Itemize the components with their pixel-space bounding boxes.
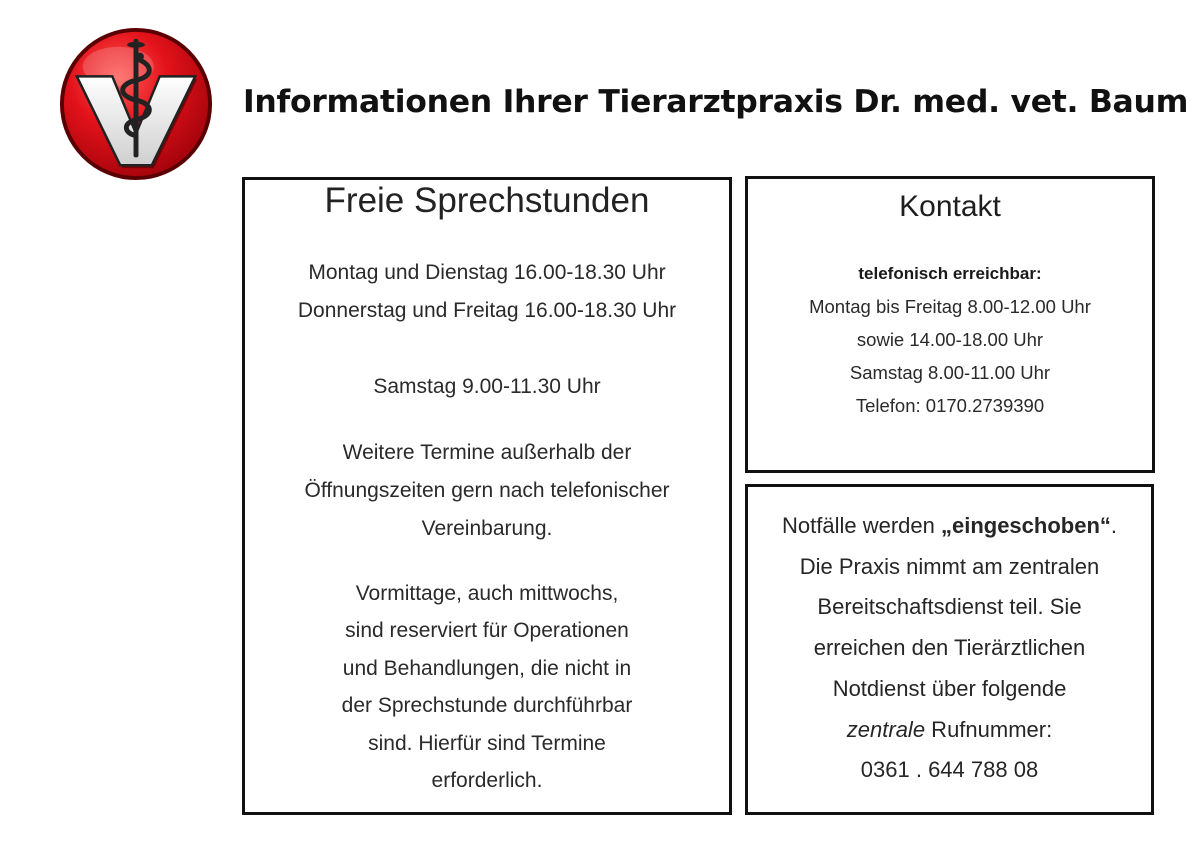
notfall-line xyxy=(748,710,1151,751)
saturday-line: Samstag 9.00-11.30 Uhr xyxy=(373,375,601,398)
text-line: sind. Hierfür sind Termine xyxy=(368,731,606,755)
notfall-line: Notdienst über folgende xyxy=(832,675,1067,701)
page-title: Informationen Ihrer Tierarztpraxis Dr. med. vet. Baum xyxy=(243,84,1189,120)
text-line: erforderlich. xyxy=(431,769,543,793)
notfall-box xyxy=(745,484,1154,815)
kontakt-subtitle: telefonisch erreichbar: xyxy=(858,264,1042,283)
rufnummer-label: Rufnummer: xyxy=(925,716,1053,742)
text-line: und Behandlungen, die nicht in xyxy=(342,656,632,680)
weitere-termine-text xyxy=(245,434,729,548)
kontakt-line: Samstag 8.00-11.00 Uhr xyxy=(849,362,1051,383)
kontakt-title: Kontakt xyxy=(899,190,1001,223)
notfall-line: Die Praxis nimmt am zentralen xyxy=(799,553,1100,579)
kontakt-line: sowie 14.00-18.00 Uhr xyxy=(856,329,1044,350)
notfall-suffix: . xyxy=(1110,513,1118,538)
notfall-prefix: Notfälle werden xyxy=(781,513,941,538)
notfall-line: Bereitschaftsdienst teil. Sie xyxy=(817,594,1082,620)
veterinary-logo-icon xyxy=(57,25,215,183)
notfall-text xyxy=(748,506,1151,791)
kontakt-line: Montag bis Freitag 8.00-12.00 Uhr xyxy=(809,296,1091,317)
saturday-hours xyxy=(245,368,729,406)
text-line: der Sprechstunde durchführbar xyxy=(341,694,633,718)
text-line: Vormittage, auch mittwochs, xyxy=(355,582,619,605)
notfall-line: erreichen den Tierärztlichen xyxy=(813,635,1086,661)
kontakt-box xyxy=(745,176,1155,473)
hours-line: Donnerstag und Freitag 16.00-18.30 Uhr xyxy=(297,299,677,322)
sprechstunden-hours xyxy=(245,254,729,330)
sprechstunden-box xyxy=(242,177,732,815)
text-line: sind reserviert für Operationen xyxy=(345,619,629,643)
notdienst-phone-number[interactable]: 0361 . 644 788 08 xyxy=(860,757,1039,783)
sprechstunden-title: Freie Sprechstunden xyxy=(324,181,650,220)
zentrale-emphasis: zentrale xyxy=(846,716,926,742)
hours-line: Montag und Dienstag 16.00-18.30 Uhr xyxy=(308,261,666,284)
phone-number[interactable]: Telefon: 0170.2739390 xyxy=(855,395,1045,416)
notfall-line xyxy=(748,506,1151,547)
text-line: Öffnungszeiten gern nach telefonischer xyxy=(304,479,670,502)
text-line: Weitere Termine außerhalb der xyxy=(342,441,632,464)
kontakt-details xyxy=(748,257,1152,422)
eingeschoben-emphasis: „eingeschoben“ xyxy=(940,513,1111,538)
text-line: Vereinbarung. xyxy=(421,517,553,540)
vormittage-text xyxy=(245,575,729,799)
